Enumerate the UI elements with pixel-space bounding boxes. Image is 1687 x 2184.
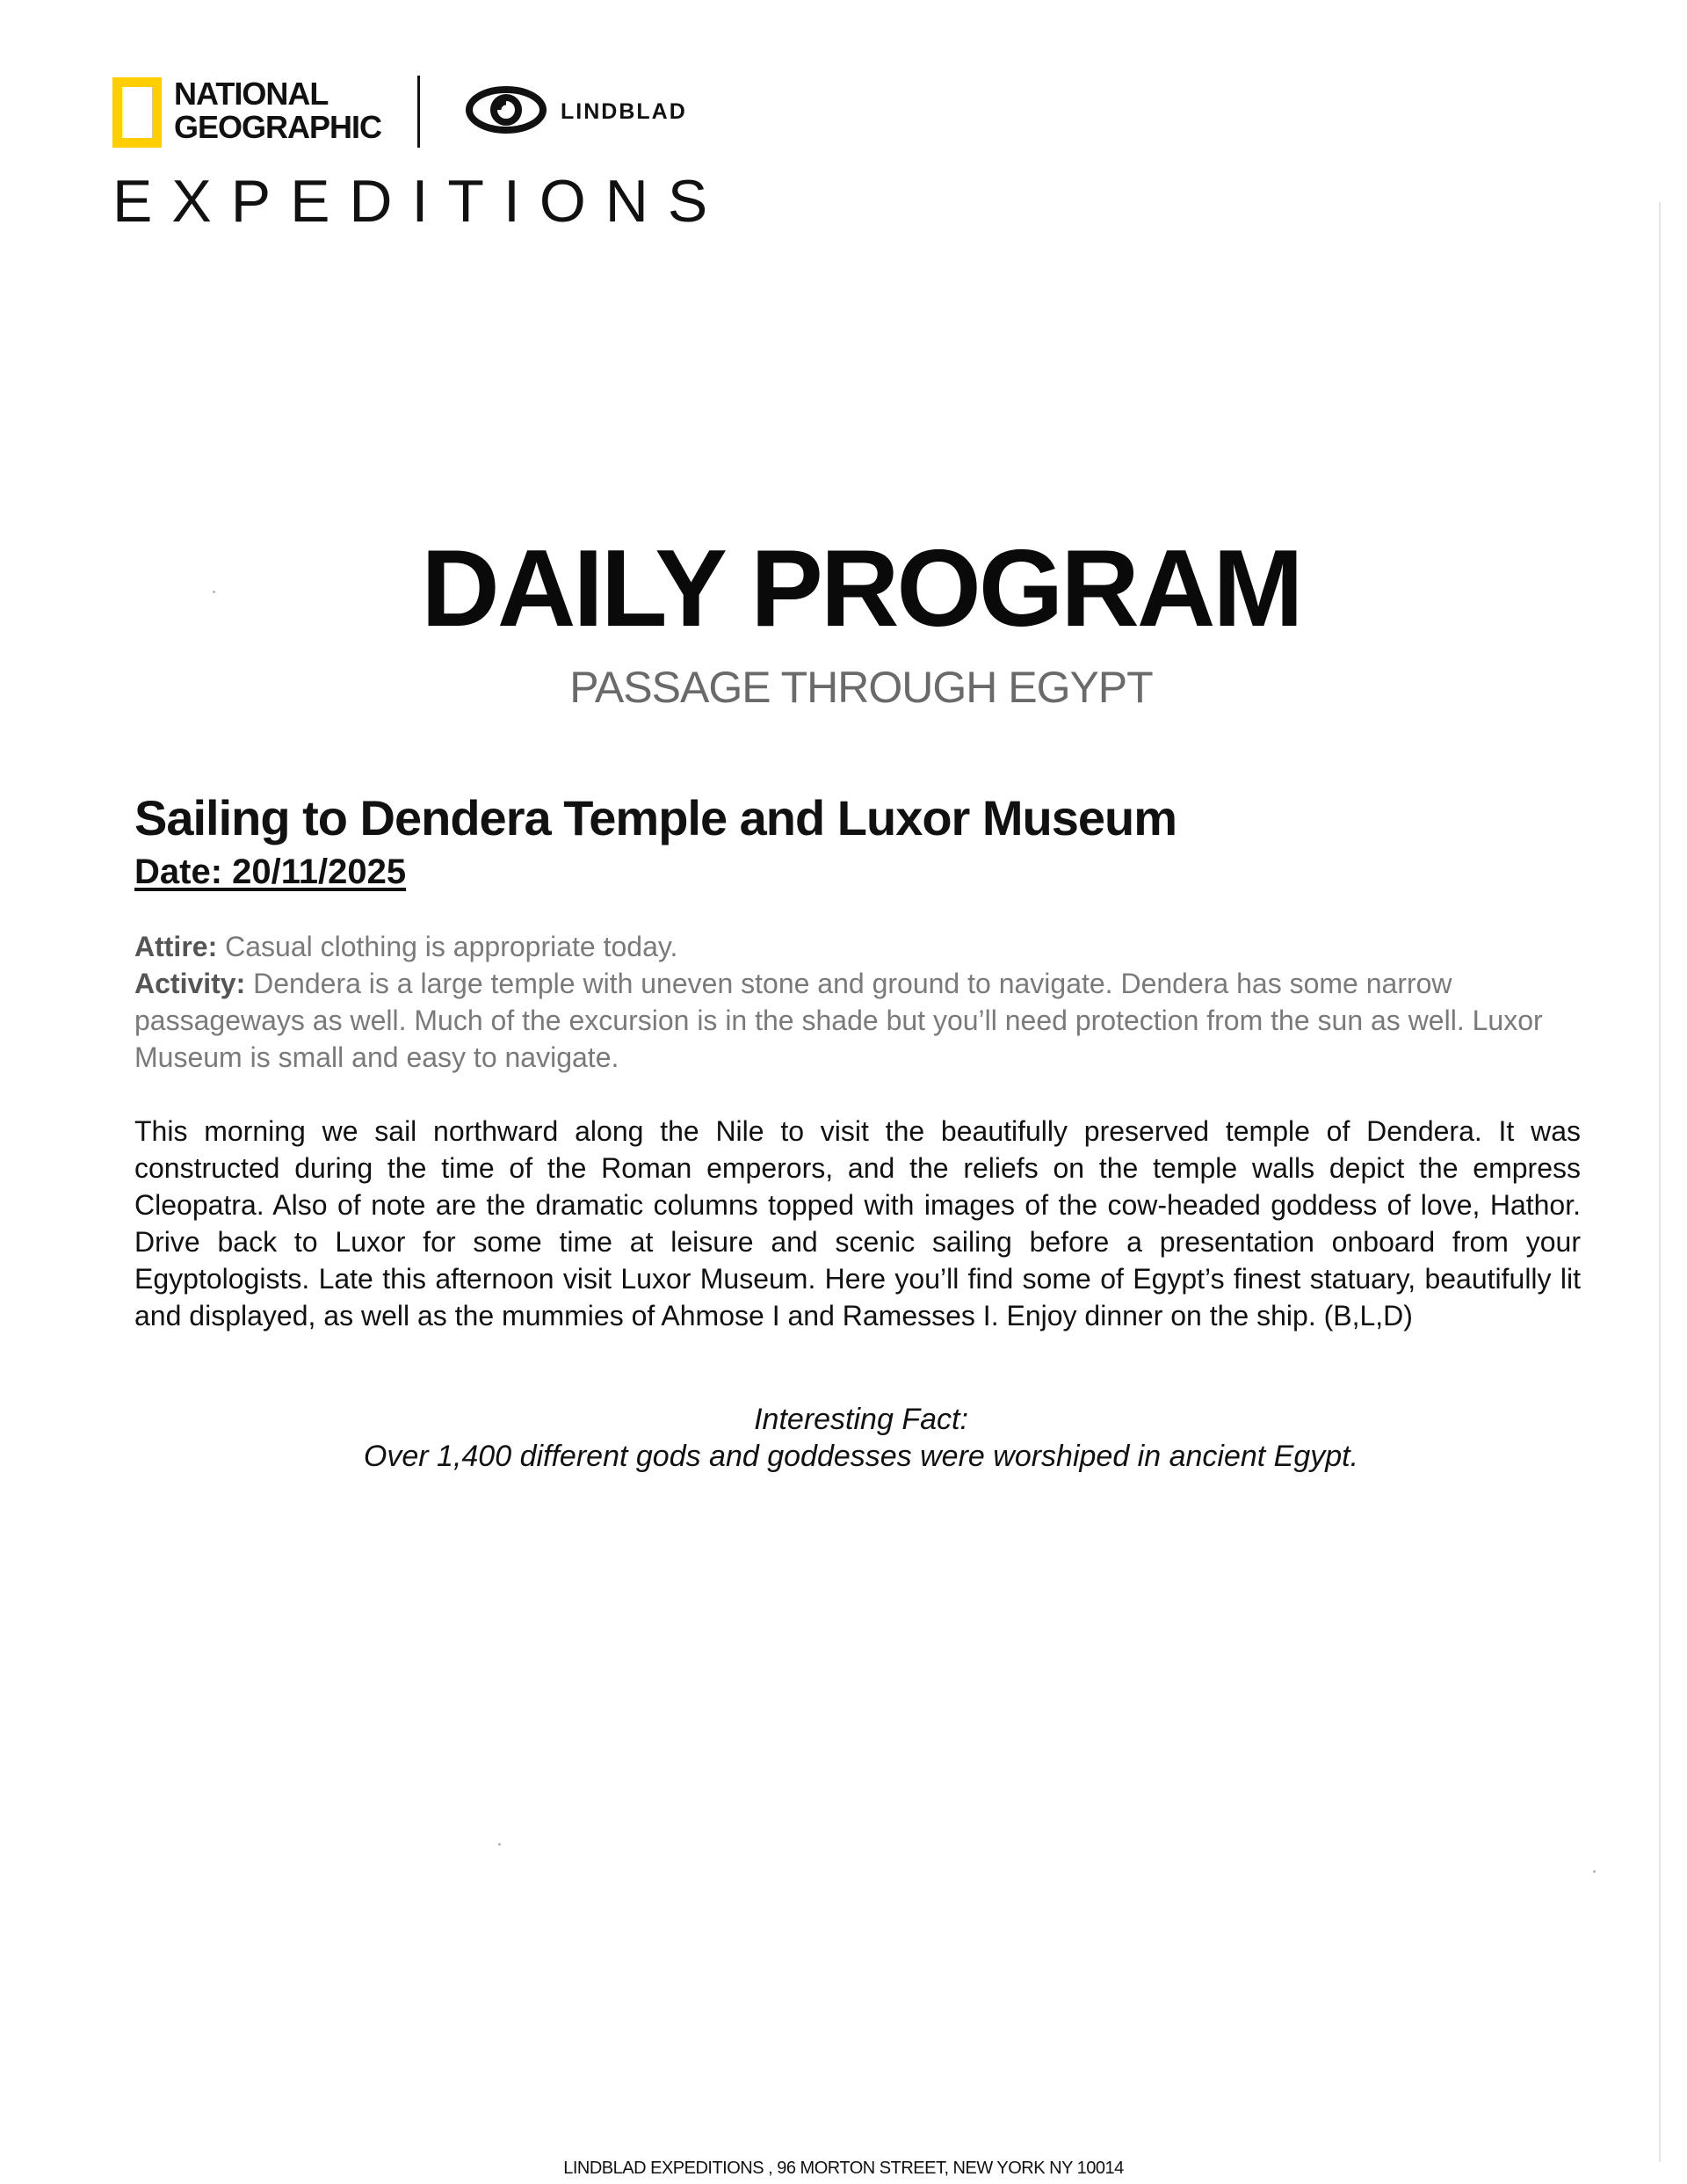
activity-label: Activity:	[134, 968, 246, 999]
expeditions-wordmark: EXPEDITIONS	[112, 168, 728, 235]
scan-speck	[213, 591, 215, 593]
fact-text: Over 1,400 different gods and goddesses were worshiped in ancient Egypt.	[363, 1440, 1359, 1473]
lindblad-wordmark: LINDBLAD	[561, 99, 687, 124]
header-logo	[112, 70, 728, 246]
scan-speck	[1593, 1870, 1596, 1873]
activity-text: Dendera is a large temple with uneven stone and ground to navigate. Dendera has some narrow passageways as well. Much of the excursion is in the shade but you’ll need protection from the sun as well. Luxor Museum is small and easy to navigate.	[134, 968, 1543, 1073]
attire-line	[134, 928, 1575, 965]
page-edge-shadow	[1659, 202, 1661, 2162]
lindblad-eye-icon	[464, 83, 548, 137]
trip-notes	[134, 928, 1575, 1076]
day-heading: Sailing to Dendera Temple and Luxor Museum	[134, 790, 1177, 845]
ng-line-2: GEOGRAPHIC	[174, 109, 382, 145]
fact-title: Interesting Fact:	[754, 1403, 968, 1436]
ng-line-1: NATIONAL	[174, 76, 329, 112]
national-geographic-wordmark	[174, 77, 381, 144]
national-geographic-frame-icon	[112, 77, 162, 148]
attire-label: Attire:	[134, 931, 218, 962]
activity-line	[134, 965, 1575, 1076]
footer-address: LINDBLAD EXPEDITIONS , 96 MORTON STREET, NEW YORK NY 10014	[563, 2159, 1124, 2178]
attire-text: Casual clothing is appropriate today.	[217, 931, 678, 962]
logo-divider	[417, 76, 420, 148]
page-subtitle: PASSAGE THROUGH EGYPT	[569, 663, 1153, 712]
page-title: DAILY PROGRAM	[421, 528, 1301, 649]
day-date: Date: 20/11/2025	[134, 853, 407, 891]
day-description: This morning we sail northward along the Nile to visit the beautifully preserved temple of Dendera. It was constructed during the time of the Roman emperors, and the reliefs on the temple walls depict the empress Cleopatra. Also of note are the dramatic columns topped with images of the cow-headed goddess of love, Hathor. Drive back to Luxor for some time at leisure and scenic sailing before a presentation onboard from your Egyptologists. Late this afternoon visit Luxor Museum. Here you’ll find some of Egypt’s finest statuary, beautifully lit and displayed, as well as the mummies of Ahmose I and Ramesses I. Enjoy dinner on the ship. (B,L,D)	[134, 1115, 1581, 1331]
scan-speck	[498, 1843, 501, 1846]
